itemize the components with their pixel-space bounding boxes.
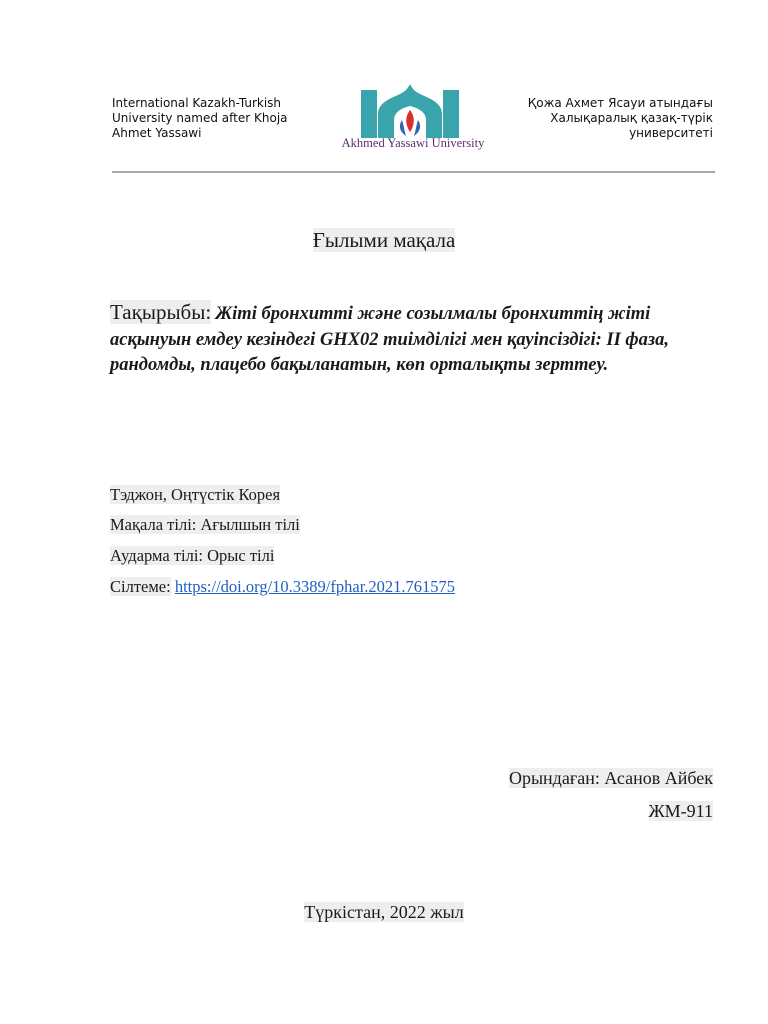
- translation-language-text: Аударма тілі: Орыс тілі: [110, 546, 275, 565]
- reference-link[interactable]: https://doi.org/10.3389/fphar.2021.761575: [174, 577, 456, 596]
- article-language-text: Мақала тілі: Ағылшын тілі: [110, 515, 300, 534]
- header-right-line: Қожа Ахмет Ясауи атындағы: [527, 96, 713, 110]
- topic-label: Тақырыбы:: [110, 300, 212, 324]
- document-type-text: Ғылыми мақала: [312, 228, 456, 252]
- footer-city-year: [0, 902, 768, 923]
- document-type-title: [0, 228, 768, 253]
- header-right-line: Халықаралық қазақ-түрік: [550, 111, 713, 125]
- translation-language-line: [110, 546, 274, 566]
- logo-caption: Akhmed Yassawi University: [341, 136, 485, 150]
- group-text: ЖМ-911: [648, 801, 713, 821]
- header-left-line: International Kazakh-Turkish: [112, 96, 282, 110]
- header-left-institution: [112, 96, 322, 141]
- header-divider: [112, 171, 715, 173]
- location-text: Тэджон, Оңтүстік Корея: [110, 485, 281, 504]
- header-left-line: University named after Khoja: [112, 111, 288, 125]
- reference-line: [110, 577, 455, 597]
- header-left-line: Ahmet Yassawi: [112, 126, 202, 140]
- footer-text: Түркістан, 2022 жыл: [304, 902, 464, 922]
- location-line: [110, 485, 280, 505]
- group-line: [649, 801, 713, 822]
- topic-text: Жіті бронхитті және созылмалы бронхиттің жіті асқынуын емдеу кезіндегі GHX02 тиімділігі мен қауіпсіздігі: II фаза, рандомды, плацебо бақыланатын, көп орталықты зерттеу.: [110, 304, 670, 375]
- reference-label: Сілтеме:: [110, 577, 171, 596]
- article-language-line: [110, 515, 300, 535]
- performed-by-line: [509, 768, 713, 789]
- topic-block: [110, 300, 670, 379]
- performed-by-text: Орындаған: Асанов Айбек: [508, 768, 713, 788]
- header-right-institution: [473, 96, 713, 141]
- header-right-line: университеті: [629, 126, 713, 140]
